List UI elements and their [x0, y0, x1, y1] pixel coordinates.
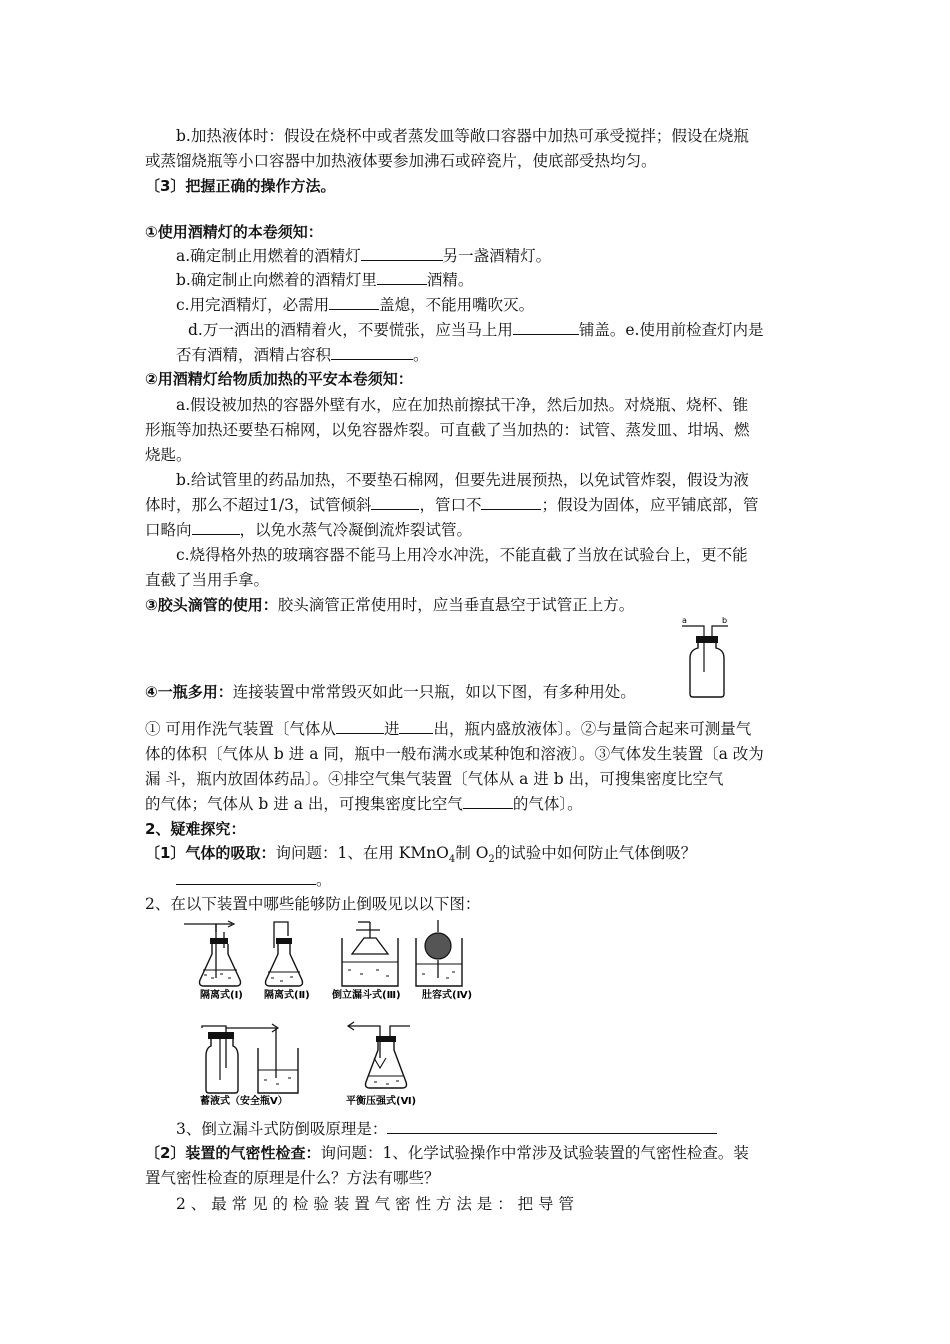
text-line: 3、倒立漏斗式防倒吸原理是：: [176, 1117, 836, 1141]
text-line: a.确定制止用燃着的酒精灯 另一盏酒精灯。: [176, 244, 836, 268]
apparatus-iv: [416, 920, 462, 986]
apparatus-v: [202, 1024, 298, 1093]
answer-blank[interactable]: [513, 318, 579, 335]
caption-ii: 隔离式(Ⅱ): [264, 990, 310, 1001]
text-line: d.万一洒出的酒精着火，不要慌张，应当马上用 铺盖。e.使用前检查灯内是: [188, 318, 848, 342]
text-line: b.加热液体时：假设在烧杯中或者蒸发皿等敞口容器中加热可承受搅拌；假设在烧瓶: [176, 127, 749, 145]
caption-i: 隔离式(Ⅰ): [200, 990, 243, 1001]
text-line: 〔2〕装置的气密性检查：询问题：1、化学试验操作中常涉及试验装置的气密性检查。装: [145, 1144, 749, 1162]
section-heading: 2、疑难探究：: [145, 820, 246, 838]
label-a: a: [682, 616, 687, 625]
text-line: 口略向 ，以免水蒸气冷凝倒流炸裂试管。: [145, 518, 805, 542]
answer-blank[interactable]: [331, 343, 413, 360]
apparatus-vi: [348, 1022, 410, 1088]
answer-blank[interactable]: [336, 717, 384, 734]
text-line: b.确定制止向燃着的酒精灯里 酒精。: [176, 268, 836, 292]
answer-blank[interactable]: [192, 518, 240, 535]
answer-blank[interactable]: [463, 792, 513, 809]
text-line: 烧匙。: [145, 446, 192, 464]
caption-iii: 倒立漏斗式(Ⅲ): [332, 990, 401, 1001]
answer-blank[interactable]: [387, 1117, 717, 1134]
text-line: 直截了当用手拿。: [145, 571, 270, 589]
text-line: c.用完酒精灯，必需用 盖熄，不能用嘴吹灭。: [176, 293, 836, 317]
caption-v: 蓄液式（安全瓶Ⅴ）: [200, 1096, 288, 1107]
subsection-heading: ②用酒精灯给物质加热的平安本卷须知：: [145, 370, 413, 388]
text-line: 的气体；气体从 b 进 a 出，可搜集密度比空气 的气体〕。: [145, 792, 805, 816]
answer-blank[interactable]: [176, 868, 316, 885]
answer-blank[interactable]: [399, 717, 433, 734]
text-line: 2、在以下装置中哪些能够防止倒吸见以以下图：: [145, 895, 481, 913]
text-line: c.烧得格外热的玻璃容器不能马上用冷水冲洗，不能直截了当放在试验台上，更不能: [176, 546, 748, 564]
answer-blank[interactable]: [361, 244, 443, 261]
answer-blank[interactable]: [371, 493, 419, 510]
text-line: 体的体积〔气体从 b 进 a 同，瓶中一般布满水或某种饱和溶液〕。③气体发生装置〔a 改为: [145, 745, 764, 763]
text-line: ③胶头滴管的使用：胶头滴管正常使用时，应当垂直悬空于试管正上方。: [145, 596, 635, 614]
text-line: 体时，那么不超过1/3，试管倾斜 ，管口不 ；假设为固体，应平铺底部，管: [145, 493, 805, 517]
text-line: 形瓶等加热还要垫石棉网，以免容器炸裂。可直截了当加热的：试管、蒸发皿、坩埚、燃: [145, 421, 750, 439]
text-line: 〔1〕气体的吸取：询问题：1、在用 KMnO$_4$制 $O_2$的试验中如何防止气体倒吸？: [145, 844, 697, 866]
answer-blank[interactable]: [481, 493, 541, 510]
text-line: ① 可用作洗气装置〔气体从 进 出，瓶内盛放液体〕。②与量筒合起来可测量气: [145, 717, 805, 741]
text-line: 漏 斗，瓶内放固体药品〕。④排空气集气装置〔气体从 a 进 b 出，可搜集密度比空气: [145, 770, 724, 788]
text-line: a.假设被加热的容器外壁有水，应在加热前擦拭干净，然后加热。对烧瓶、烧杯、锥: [176, 396, 749, 414]
text-line: b.给试管里的药品加热，不要垫石棉网，但要先进展预热，以免试管炸裂，假设为液: [176, 471, 749, 489]
text-line: 置气密性检查的原理是什么？方法有哪些？: [145, 1169, 440, 1187]
anti-suckback-apparatus-figure: [180, 918, 490, 1108]
text-line: 否有酒精，酒精占容积 。: [176, 343, 836, 367]
section-heading: 〔3〕把握正确的操作方法。: [145, 177, 336, 195]
answer-blank[interactable]: [329, 293, 379, 310]
caption-vi: 平衡压强式(Ⅵ): [346, 1096, 417, 1107]
label-b: b: [722, 616, 728, 625]
text-line: 。: [176, 868, 836, 892]
text-line: 或蒸馏烧瓶等小口容器中加热液体要参加沸石或碎瓷片，使底部受热均匀。: [145, 152, 657, 170]
caption-iv: 肚容式(Ⅳ): [422, 990, 473, 1001]
text-line: 2 、 最 常 见 的 检 验 装 置 气 密 性 方 法 是 ： 把 导 管: [176, 1195, 574, 1213]
text-line: ④一瓶多用：连接装置中常常毁灭如此一只瓶，如以下图，有多种用处。: [145, 683, 636, 701]
answer-blank[interactable]: [377, 268, 427, 285]
subsection-heading: ①使用酒精灯的本卷须知：: [145, 223, 323, 241]
apparatus-ii: [266, 922, 303, 986]
apparatus-iii: [342, 922, 398, 986]
apparatus-i: [184, 921, 241, 986]
